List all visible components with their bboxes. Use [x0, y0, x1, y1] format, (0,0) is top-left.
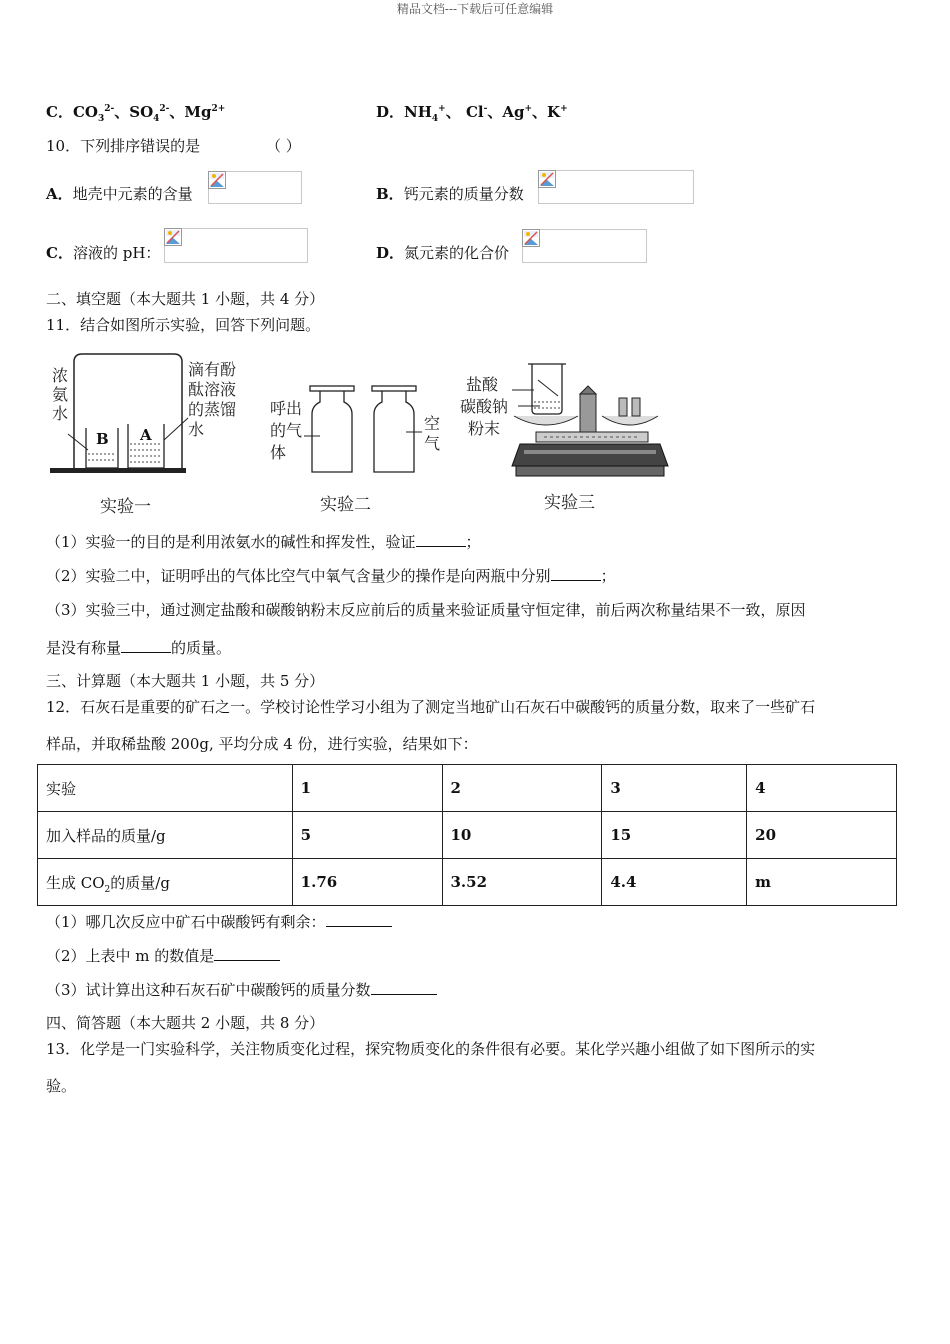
beaker-a-label: A — [140, 426, 152, 444]
table-cell: 2 — [442, 765, 602, 812]
table-cell: 20 — [747, 812, 897, 859]
answer-blank[interactable] — [416, 532, 466, 547]
q10-option-c-image — [164, 228, 308, 263]
table-cell: 15 — [602, 812, 747, 859]
exp2-caption: 实验二 — [320, 495, 371, 515]
q13-line2: 验。 — [46, 1077, 77, 1095]
experiment-1-figure — [46, 350, 246, 520]
table-cell: 加入样品的质量/g — [38, 812, 293, 859]
table-cell: 生成 $CO_2$的质量/g — [38, 859, 293, 906]
q12-results-table — [37, 764, 897, 906]
q9-option-d: D．$NH_4^+$、 Cl-、Ag+、K+ — [376, 103, 568, 124]
q11-stem: 11．结合如图所示实验，回答下列问题。 — [46, 316, 321, 334]
q13-line1: 13．化学是一门实验科学，关注物质变化过程，探究物质变化的条件很有必要。某化学兴趣小组做了如下图所示的实 — [46, 1040, 816, 1058]
broken-image-icon — [522, 229, 540, 247]
table-cell: 1.76 — [292, 859, 442, 906]
section-2-title: 二、填空题（本大题共 1 小题，共 4 分） — [46, 290, 325, 308]
exp1-ammonia-label: 浓 氨 水 — [52, 366, 69, 423]
exp2-exhaled-gas-label: 呼出 的气 体 — [270, 399, 303, 462]
q12-stem-line2: 样品，并取稀盐酸 200g, 平均分成 4 份，进行实验，结果如下： — [46, 735, 478, 753]
answer-blank[interactable] — [214, 946, 280, 961]
q10-option-c: C．溶液的 pH： — [46, 244, 161, 262]
q10-option-b-image — [538, 170, 694, 204]
q11-sub1: （1）实验一的目的是利用浓氨水的碱性和挥发性，验证 ； — [46, 533, 481, 551]
q10-option-a: A．地壳中元素的含量 — [46, 185, 193, 203]
exp3-reagent-labels: 盐酸 碳酸钠 粉末 — [460, 375, 509, 438]
table-cell: 实验 — [38, 765, 293, 812]
q10-stem: 10．下列排序错误的是 — [46, 137, 201, 155]
q11-sub2: （2）实验二中，证明呼出的气体比空气中氧气含量少的操作是向两瓶中分别 ； — [46, 567, 616, 585]
q10-option-a-image — [208, 171, 302, 204]
section-3-title: 三、计算题（本大题共 1 小题，共 5 分） — [46, 672, 325, 690]
experiment-3-figure — [454, 360, 674, 520]
exp2-air-label: 空 气 — [424, 414, 441, 453]
page-header-watermark: 精品文档---下载后可任意编辑 — [396, 2, 554, 16]
table-cell: 3.52 — [442, 859, 602, 906]
q10-option-b: B．钙元素的质量分数 — [376, 185, 524, 203]
answer-blank[interactable] — [326, 912, 392, 927]
broken-image-icon — [164, 228, 182, 246]
table-cell: 4.4 — [602, 859, 747, 906]
exp1-phenolphthalein-label: 滴有酚 酞溶液 的蒸馏 水 — [188, 360, 237, 439]
q11-sub3-continuation: 是没有称量 的质量。 — [46, 639, 232, 657]
q12-sub1: （1）哪几次反应中矿石中碳酸钙有剩余： — [46, 912, 392, 932]
table-row — [38, 859, 897, 906]
broken-image-icon — [208, 171, 226, 189]
q9-option-c: C．$CO_3^{2-}$、$SO_4^{2-}$、$Mg^{2+}$ — [46, 103, 226, 124]
table-cell: 5 — [292, 812, 442, 859]
q11-sub3: （3）实验三中，通过测定盐酸和碳酸钠粉末反应前后的质量来验证质量守恒定律，前后两次称量结果不一致，原因 — [46, 601, 806, 619]
exp3-caption: 实验三 — [544, 493, 595, 513]
q12-sub2: （2）上表中 m 的数值是 — [46, 946, 280, 966]
q12-sub3: （3）试计算出这种石灰石矿中碳酸钙的质量分数 — [46, 980, 437, 1000]
table-cell: 1 — [292, 765, 442, 812]
broken-image-icon — [538, 170, 556, 188]
answer-blank[interactable] — [371, 980, 437, 995]
experiment-2-figure — [268, 380, 448, 520]
table-cell: 10 — [442, 812, 602, 859]
q10-option-d: D．氮元素的化合价 — [376, 244, 510, 262]
q10-answer-bracket: （ ） — [266, 137, 301, 155]
beaker-b-label: B — [96, 430, 109, 448]
table-cell: 4 — [747, 765, 897, 812]
q10-option-d-image — [522, 229, 647, 263]
answer-blank[interactable] — [551, 566, 601, 581]
table-cell: m — [747, 859, 897, 906]
table-row — [38, 812, 897, 859]
table-cell: 3 — [602, 765, 747, 812]
q12-stem-line1: 12．石灰石是重要的矿石之一。学校讨论性学习小组为了测定当地矿山石灰石中碳酸钙的质量分数，取来了一些矿石 — [46, 698, 816, 716]
exp1-caption: 实验一 — [100, 497, 151, 517]
section-4-title: 四、简答题（本大题共 2 小题，共 8 分） — [46, 1014, 325, 1032]
table-row — [38, 765, 897, 812]
answer-blank[interactable] — [121, 638, 171, 653]
